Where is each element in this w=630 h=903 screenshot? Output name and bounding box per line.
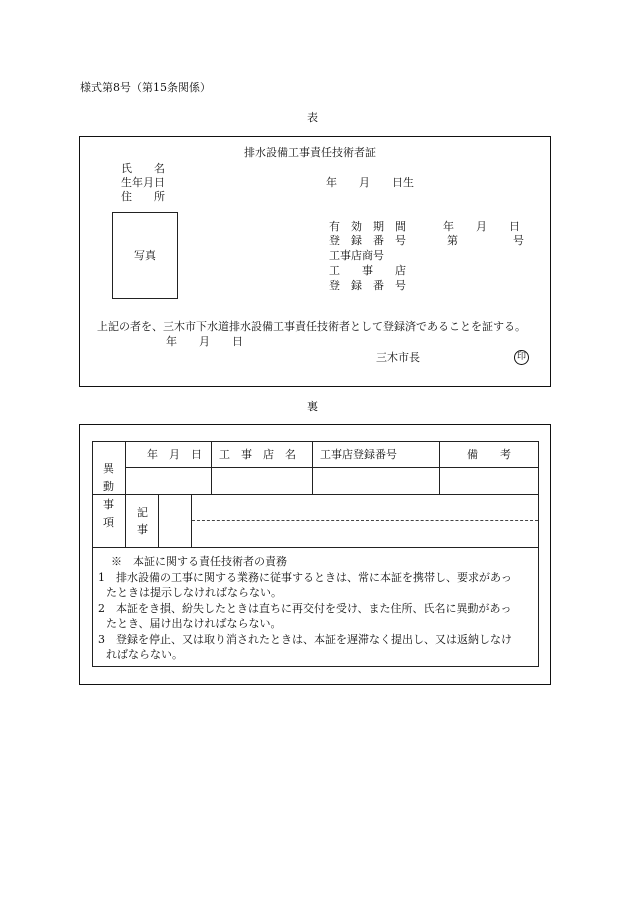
certify-text: 上記の者を、三木市下水道排水設備工事責任技術者として登録済であることを証する。: [97, 320, 526, 333]
shop-name-label: 工事店商号: [329, 249, 384, 262]
col-date: 年 月 日: [147, 448, 202, 461]
col-reg: 工事店登録番号: [320, 448, 397, 461]
reg-no-value: 第 号: [447, 234, 524, 247]
issue-date: 年 月 日: [166, 335, 243, 348]
photo-label: 写真: [134, 249, 156, 262]
valid-label: 有 効 期 間: [329, 220, 406, 233]
side-label-4: 項: [103, 516, 114, 529]
duty-3-line2: ればならない。: [106, 648, 183, 661]
duties-title: ※ 本証に関する責任技術者の責務: [111, 555, 287, 568]
name-label: 氏 名: [121, 162, 165, 175]
duty-1-num: 1: [98, 571, 105, 584]
reg-no-label: 登 録 番 号: [329, 234, 406, 247]
duty-1-line2: たときは提示しなければならない。: [106, 586, 282, 599]
duty-1-line1: 排水設備の工事に関する業務に従事するときは、常に本証を携帯し、要求があっ: [116, 571, 512, 584]
valid-value: 年 月 日: [443, 220, 520, 233]
side-label-2: 動: [103, 480, 114, 493]
duty-2-num: 2: [98, 602, 105, 615]
shop-label: 工 事 店: [329, 264, 406, 277]
col-shop: 工 事 店 名: [219, 448, 296, 461]
seal-icon: 印: [514, 350, 529, 365]
back-label: 裏: [307, 400, 318, 413]
notes-label-2: 事: [137, 523, 148, 536]
notes-label-1: 記: [137, 506, 148, 519]
front-label: 表: [307, 111, 318, 124]
shop-reg-label: 登 録 番 号: [329, 279, 406, 292]
form-number: 様式第8号（第15条関係）: [80, 81, 211, 94]
duty-3-line1: 登録を停止、又は取り消されたときは、本証を遅滞なく提出し、又は返納しなけ: [116, 633, 512, 646]
duty-2-line2: たとき、届け出なければならない。: [106, 617, 282, 630]
col-note: 備 考: [467, 448, 511, 461]
mayor-label: 三木市長: [376, 351, 420, 364]
side-label-3: 事: [103, 498, 114, 511]
front-title: 排水設備工事責任技術者証: [244, 146, 376, 159]
notes-dotted-line: [192, 520, 538, 521]
duty-2-line1: 本証をき損、紛失したときは直ちに再交付を受け、また住所、氏名に異動があっ: [116, 602, 512, 615]
duty-3-num: 3: [98, 633, 105, 646]
side-label-1: 異: [103, 462, 114, 475]
birth-value: 年 月 日生: [326, 176, 414, 189]
address-label: 住 所: [121, 190, 165, 203]
birth-label: 生年月日: [121, 176, 165, 189]
